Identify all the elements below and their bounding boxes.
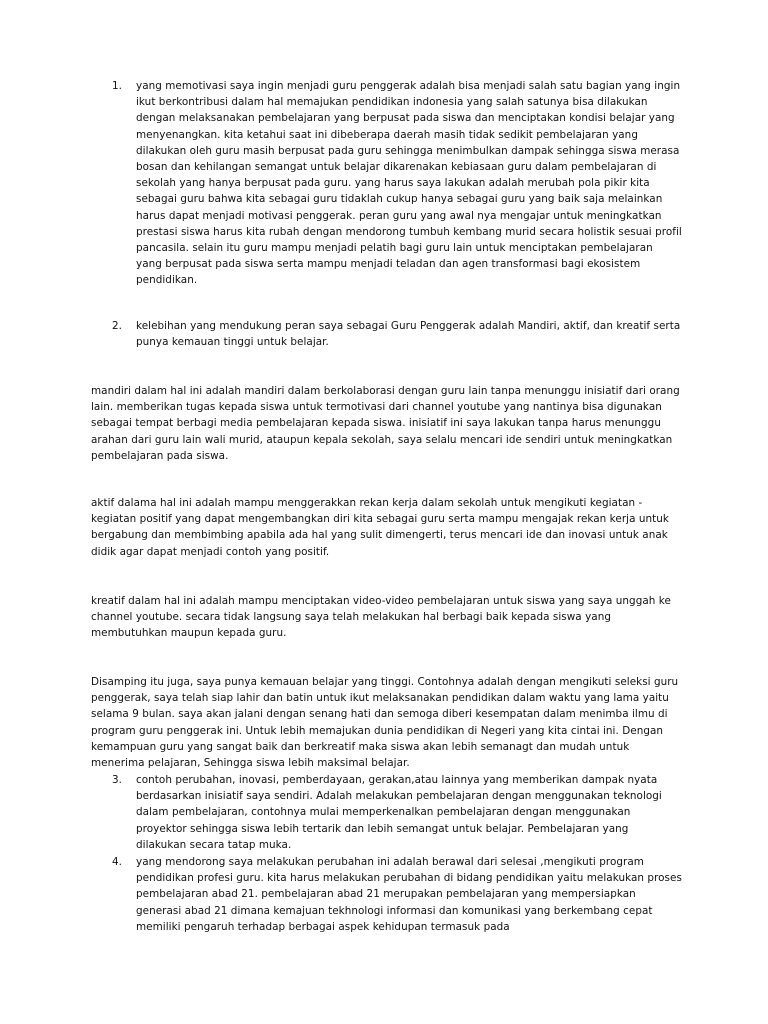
list-item-1 — [112, 78, 682, 289]
paragraph-kreatif: kreatif dalam hal ini adalah mampu menciptakan video-video pembelajaran untuk siswa yang saya unggah ke channel youtube. secara tidak langsung saya telah melakukan hal berbagi baik kepada siswa yang membutuhkan maupun kepada guru. — [91, 595, 671, 640]
paragraph-aktif: aktif dalama hal ini adalah mampu menggerakkan rekan kerja dalam sekolah untuk mengikuti kegiatan - kegiatan positif yang dapat mengembangkan diri kita sebagai guru serta mampu mengajak rekan kerja untuk bergabung dan membimbing apabila ada hal yang sulit dimengerti, terus mencari ide dan inovasi untuk anak didik agar dapat menjadi contoh yang positif. — [91, 497, 669, 558]
list-number: 3. — [112, 774, 123, 786]
list-item-4 — [112, 854, 682, 935]
list-item-text: yang memotivasi saya ingin menjadi guru penggerak adalah bisa menjadi salah satu bagian yang ingin ikut berkontribusi dalam hal memajukan pendidikan indonesia yang salah satunya bisa dilakukan dengan melaksanakan pembelajaran yang berpusat pada siswa dan menciptakan kondisi belajar yang menyenangkan. kita ketahui saat ini dibeberapa daerah masih tidak sedikit pembelajaran yang dilakukan oleh guru masih berpusat pada guru sehingga menimbulkan dampak sehingga siswa merasa bosan dan kehilangan semangat untuk belajar dikarenakan kebiasaan guru dalam pembelajaran di sekolah yang hanya berpusat pada guru. yang harus saya lakukan adalah merubah pola pikir kita sebagai guru bahwa kita sebagai guru tidaklah cukup hanya sebagai guru yang baik saja melainkan harus dapat menjadi motivasi penggerak. peran guru yang awal nya mengajar untuk meningkatkan prestasi siswa harus kita rubah dengan mendorong tumbuh kembang murid secara holistik sesuai profil pancasila. selain itu guru mampu menjadi pelatih bagi guru lain untuk menciptakan pembelajaran yang berpusat pada siswa serta mampu menjadi teladan dan agen transformasi bagi ekosistem pendidikan. — [136, 80, 682, 287]
list-item-text: kelebihan yang mendukung peran saya sebagai Guru Penggerak adalah Mandiri, aktif, dan kreatif serta punya kemauan tinggi untuk belajar. — [136, 320, 681, 349]
list-item-text: yang mendorong saya melakukan perubahan ini adalah berawal dari selesai ,mengikuti program pendidikan profesi guru. kita harus melakukan perubahan di bidang pendidikan yaitu melakukan proses pembelajaran abad 21. pembelajaran abad 21 merupakan pembelajaran yang mempersiapkan generasi abad 21 dimana kemajuan tekhnologi informasi dan komunikasi yang berkembang cepat memiliki pengaruh terhadap berbagai aspek kehidupan termasuk pada — [136, 856, 682, 933]
paragraph-disamping: Disamping itu juga, saya punya kemauan belajar yang tinggi. Contohnya adalah dengan mengikuti seleksi guru penggerak, saya telah siap lahir dan batin untuk ikut melaksanakan pendidikan dalam waktu yang lama yaitu selama 9 bulan. saya akan jalani dengan senang hati dan semoga diberi kesempatan dalam menimba ilmu di program guru penggerak ini. Untuk lebih memajukan dunia pendidikan di Negeri yang kita cintai ini. Dengan kemampuan guru yang sangat baik dan berkreatif maka siswa akan lebih semanagt dan mudah untuk menerima pelajaran, Sehingga siswa lebih maksimal belajar. — [91, 676, 679, 770]
list-number: 2. — [112, 320, 123, 332]
paragraph-mandiri: mandiri dalam hal ini adalah mandiri dalam berkolaborasi dengan guru lain tanpa menunggu inisiatif dari orang lain. memberikan tugas kepada siswa untuk termotivasi dari channel youtube yang nantinya bisa digunakan sebagai tempat berbagi media pembelajaran kepada siswa. inisiatif ini saya lakukan tanpa harus menunggu arahan dari guru lain wali murid, ataupun kepala sekolah, saya selalu mencari ide sendiri untuk meningkatkan pembelajaran pada siswa. — [91, 385, 680, 462]
list-number: 1. — [112, 80, 123, 92]
list-item-2 — [112, 318, 682, 350]
list-item-3 — [112, 772, 682, 853]
list-item-text: contoh perubahan, inovasi, pemberdayaan, gerakan,atau lainnya yang memberikan dampak nyata berdasarkan inisiatif saya sendiri. Adalah melakukan pembelajaran dengan menggunakan teknologi dalam pembelajaran, contohnya mulai memperkenalkan pembelajaran dengan menggunakan proyektor sehingga siswa lebih tertarik dan lebih semangat untuk belajar. Pembelajaran yang dilakukan secara tatap muka. — [136, 774, 662, 851]
list-number: 4. — [112, 856, 123, 868]
